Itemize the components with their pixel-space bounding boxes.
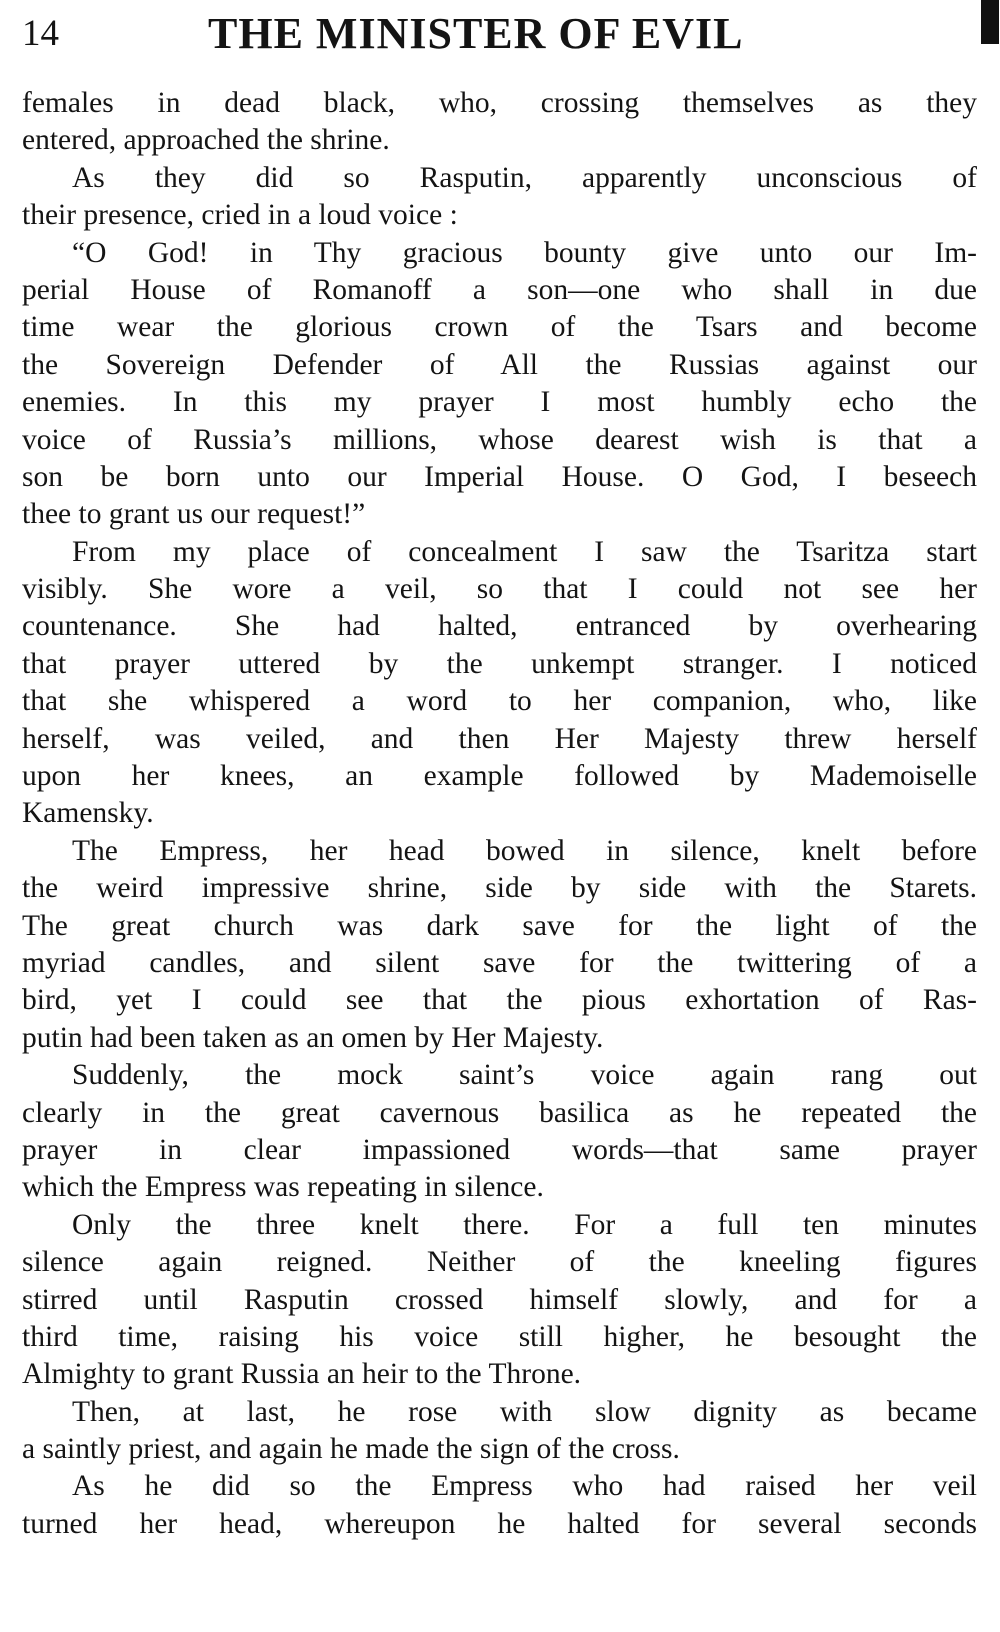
text-line: From my place of concealment I saw the Tsaritza start [72, 535, 977, 568]
text-line: a saintly priest, and again he made the sign of the cross. [22, 1433, 680, 1466]
text-line: which the Empress was repeating in silence. [22, 1171, 544, 1204]
text-line: visibly. She wore a veil, so that I could not see her [22, 573, 977, 606]
text-line: that she whispered a word to her companion, who, like [22, 685, 977, 718]
text-line: putin had been taken as an omen by Her Majesty. [22, 1021, 604, 1054]
text-line: that prayer uttered by the unkempt stranger. I noticed [22, 647, 977, 680]
text-line: entered, approached the shrine. [22, 124, 390, 157]
text-line: turned her head, whereupon he halted for several seconds [22, 1507, 977, 1540]
text-line: “O God! in Thy gracious bounty give unto our Im- [72, 236, 977, 269]
running-title: THE MINISTER OF EVIL [208, 9, 744, 58]
text-line: Only the three knelt there. For a full ten minutes [72, 1208, 977, 1241]
text-line: enemies. In this my prayer I most humbly echo the [22, 386, 977, 419]
text-line: Then, at last, he rose with slow dignity as became [72, 1395, 977, 1428]
text-line: clearly in the great cavernous basilica as he repeated the [22, 1096, 977, 1129]
scan-edge-mark [981, 0, 999, 44]
text-line: countenance. She had halted, entranced by overhearing [22, 610, 977, 643]
text-line: thee to grant us our request!” [22, 498, 366, 531]
text-line: stirred until Rasputin crossed himself slowly, and for a [22, 1283, 977, 1316]
text-line: As they did so Rasputin, apparently unconscious of [72, 161, 977, 194]
text-line: third time, raising his voice still higher, he besought the [22, 1320, 977, 1353]
text-line: voice of Russia’s millions, whose dearest wish is that a [22, 423, 977, 456]
text-line: the weird impressive shrine, side by side with the Starets. [22, 872, 977, 905]
body-text [22, 85, 977, 1543]
text-line: perial House of Romanoff a son—one who shall in due [22, 273, 977, 306]
text-line: The great church was dark save for the light of the [22, 909, 977, 942]
text-line: females in dead black, who, crossing themselves as they [22, 87, 977, 119]
page-number: 14 [22, 13, 59, 54]
text-line: upon her knees, an example followed by Mademoiselle [22, 760, 977, 793]
text-line: Kamensky. [22, 797, 154, 830]
text-line: myriad candles, and silent save for the twittering of a [22, 946, 977, 979]
text-line: prayer in clear impassioned words—that same prayer [22, 1133, 977, 1166]
text-line: their presence, cried in a loud voice : [22, 199, 458, 232]
text-line: Almighty to grant Russia an heir to the Throne. [22, 1358, 582, 1391]
text-line: Suddenly, the mock saint’s voice again rang out [72, 1059, 977, 1092]
text-line: bird, yet I could see that the pious exhortation of Ras- [22, 984, 977, 1017]
text-line: son be born unto our Imperial House. O God, I beseech [22, 460, 977, 493]
text-line: silence again reigned. Neither of the kneeling figures [22, 1246, 977, 1279]
text-line: The Empress, her head bowed in silence, knelt before [72, 834, 977, 867]
page-header [22, 0, 977, 62]
text-line: As he did so the Empress who had raised her veil [72, 1470, 977, 1503]
text-line: herself, was veiled, and then Her Majesty threw herself [22, 722, 977, 755]
text-line: time wear the glorious crown of the Tsars and become [22, 311, 977, 344]
book-page [22, 0, 977, 1632]
text-line: the Sovereign Defender of All the Russias against our [22, 348, 977, 381]
